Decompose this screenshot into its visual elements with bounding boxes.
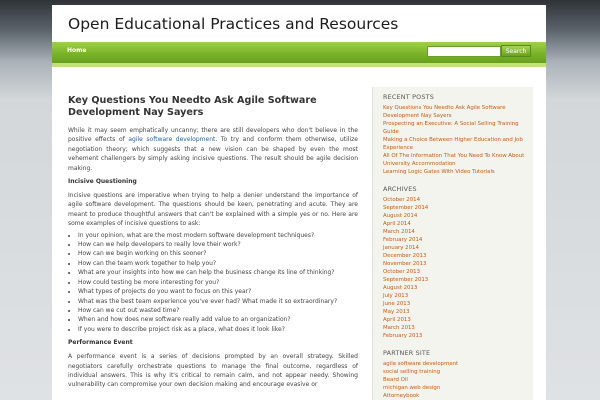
archive-label[interactable]: March 2014 [383, 229, 415, 235]
partner-link [383, 384, 533, 392]
archive-link [383, 236, 533, 244]
archive-label[interactable]: November 2013 [383, 261, 427, 267]
recent-post-link[interactable] [383, 168, 533, 176]
partner-label[interactable]: Attorneybook [383, 393, 420, 399]
archive-link [383, 324, 533, 332]
archive-label[interactable]: August 2013 [383, 285, 418, 291]
agile-software-development-link[interactable]: agile software development [128, 136, 216, 144]
archive-label[interactable]: April 2014 [383, 221, 411, 227]
recent-post-link[interactable] [383, 152, 533, 168]
list-item: • What was the best team experience you've ever had? What made it so extraordinary? [78, 297, 358, 306]
recent-post-link[interactable] [383, 104, 533, 120]
archive-link [383, 292, 533, 300]
archive-label[interactable]: February 2014 [383, 237, 423, 243]
section-heading-incisive: Incisive Questioning [68, 178, 137, 186]
archives-heading: ARCHIVES [383, 185, 417, 193]
post-body [68, 126, 358, 390]
list-item: • If you were to describe project risk as a place, what does it look like? [78, 325, 358, 334]
recent-post-label[interactable]: Key Questions You Needto Ask Agile Software Development Nay Sayers [383, 105, 506, 119]
search-button[interactable]: Search [501, 45, 531, 57]
main-content [68, 95, 358, 390]
archive-label[interactable]: July 2013 [383, 293, 409, 299]
partner-link [383, 368, 533, 376]
archive-label[interactable]: September 2013 [383, 277, 429, 283]
recent-posts-widget [383, 93, 533, 176]
archive-link [383, 244, 533, 252]
partner-link [383, 376, 533, 384]
archive-link [383, 316, 533, 324]
list-item: • How can we cut out wasted time? [78, 306, 358, 315]
recent-post-label[interactable]: All Of The Information That You Need To Know About University Accommodation [383, 153, 525, 167]
post-title[interactable]: Key Questions You Needto Ask Agile Software Development Nay Sayers [68, 95, 317, 118]
site-title[interactable]: Open Educational Practices and Resources [68, 15, 399, 33]
partner-sites-list [383, 360, 533, 400]
nav-bar [52, 42, 546, 67]
post-paragraph [68, 126, 358, 173]
partner-sites-widget [383, 349, 533, 400]
section-heading-performance: Performance Event [68, 339, 133, 347]
list-item: • In your opinion, what are the most modern software development techniques? [78, 231, 358, 240]
paragraph-text: While it may seem emphatically uncanny; there are still developers who don't believe in the positive effects of [68, 127, 358, 144]
partner-label[interactable]: social selling training [383, 369, 441, 375]
archive-label[interactable]: March 2013 [383, 325, 415, 331]
archive-link [383, 300, 533, 308]
search-input[interactable] [427, 46, 501, 57]
post-paragraph: Incisive questions are imperative when trying to help a denier understand the importance of agile software development. The questions should be keen, penetrating and acute. They are meant to produce thoughtful answers that can't be explained with a simple yes or no. Here are some examples of incisive questions to ask: [68, 192, 358, 228]
archive-link [383, 260, 533, 268]
archives-list [383, 196, 533, 340]
archive-label[interactable]: June 2013 [383, 301, 411, 307]
archives-widget [383, 185, 533, 340]
archive-link [383, 212, 533, 220]
archive-link [383, 308, 533, 316]
archive-link [383, 228, 533, 236]
archive-label[interactable]: August 2014 [383, 213, 418, 219]
post-paragraph: A performance event is a series of decisions prompted by an overall strategy. Skilled negotiators carefully orchestrate questions to manage the final outcome, regardless of individual answers. This is why it's critical to remain calm, and not appear needy. Showing vulnerability can compromise your own decision making and encourage evasive or [68, 353, 358, 389]
archive-link [383, 284, 533, 292]
partner-label[interactable]: agile software development [383, 361, 459, 367]
list-item: • How can we help developers to really love their work? [78, 240, 358, 249]
partner-link [383, 360, 533, 368]
archive-link [383, 332, 533, 340]
recent-post-link[interactable] [383, 120, 533, 136]
archive-link [383, 268, 533, 276]
archive-label[interactable]: May 2013 [383, 309, 410, 315]
archive-label[interactable]: February 2013 [383, 333, 423, 339]
paragraph-text: . To try and conform them otherwise, utilize negotiation theory; which suggests that a new vision can be shaped by even the most vehement challengers by simply asking incisive questions. The result should be agile decision making. [68, 136, 359, 172]
questions-list [68, 231, 358, 334]
recent-post-label[interactable]: Prospecting an Executive: A Social Selling Training Guide [383, 121, 519, 135]
archive-label[interactable]: October 2013 [383, 269, 421, 275]
list-item: • What types of projects do you want to focus on this year? [78, 287, 358, 296]
archive-label[interactable]: January 2014 [383, 245, 419, 251]
archive-link [383, 252, 533, 260]
sidebar [372, 87, 533, 400]
list-item: • How can the team work together to help you? [78, 259, 358, 268]
archive-label[interactable]: April 2013 [383, 317, 411, 323]
recent-posts-list [383, 104, 533, 176]
page-wrapper [52, 5, 546, 400]
archive-link [383, 204, 533, 212]
partner-link [383, 392, 533, 400]
archive-label[interactable]: September 2014 [383, 205, 429, 211]
list-item: • How could testing be more interesting for you? [78, 278, 358, 287]
list-item: • What are your insights into how we can help the business change its line of thinking? [78, 268, 358, 277]
partner-sites-heading: PARTNER SITE [383, 349, 431, 357]
recent-post-link[interactable] [383, 136, 533, 152]
archive-label[interactable]: October 2014 [383, 197, 421, 203]
archive-link [383, 196, 533, 204]
partner-label[interactable]: michigan web design [383, 385, 441, 391]
partner-label[interactable]: Beard Oil [383, 377, 408, 383]
archive-link [383, 276, 533, 284]
nav-home-link[interactable]: Home [67, 47, 87, 54]
archive-link [383, 220, 533, 228]
list-item: • How can we begin working on this sooner? [78, 249, 358, 258]
recent-post-label[interactable]: Making a Choice Between Higher Education and Job Experience [383, 137, 523, 151]
recent-posts-heading: RECENT POSTS [383, 93, 434, 101]
list-item: • When and how does new software really add value to an organization? [78, 315, 358, 324]
recent-post-label[interactable]: Learning Logic Gates With Video Tutorials [383, 169, 495, 175]
archive-label[interactable]: December 2013 [383, 253, 427, 259]
